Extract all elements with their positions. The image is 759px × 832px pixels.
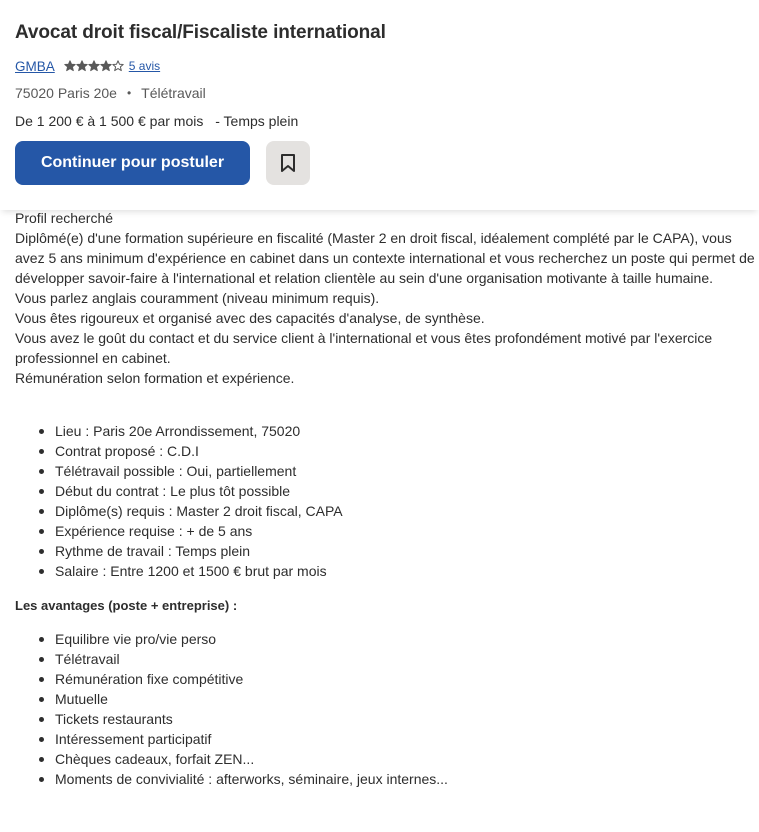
salary-range: De 1 200 € à 1 500 € par mois	[15, 113, 204, 129]
save-job-button[interactable]	[266, 141, 310, 185]
list-item: Diplôme(s) requis : Master 2 droit fiscal, CAPA	[39, 501, 755, 521]
job-location: 75020 Paris 20e	[15, 85, 117, 101]
details-list	[39, 421, 755, 581]
company-row	[15, 57, 160, 75]
company-link[interactable]: GMBA	[15, 58, 55, 74]
profile-section	[15, 208, 755, 388]
list-item: Rythme de travail : Temps plein	[39, 541, 755, 561]
star-filled-icon	[64, 60, 76, 72]
rating-stars	[64, 60, 124, 72]
star-filled-icon	[88, 60, 100, 72]
list-item: Intéressement participatif	[39, 729, 755, 749]
apply-button[interactable]: Continuer pour postuler	[15, 141, 250, 185]
list-item: Equilibre vie pro/vie perso	[39, 629, 755, 649]
job-description	[15, 208, 755, 789]
job-schedule: - Temps plein	[215, 113, 299, 129]
list-item: Contrat proposé : C.D.I	[39, 441, 755, 461]
star-empty-icon	[112, 60, 124, 72]
list-item: Moments de convivialité : afterworks, séminaire, jeux internes...	[39, 769, 755, 789]
list-item: Télétravail possible : Oui, partiellement	[39, 461, 755, 481]
list-item: Tickets restaurants	[39, 709, 755, 729]
paragraph: Vous êtes rigoureux et organisé avec des capacités d'analyse, de synthèse.	[15, 310, 485, 326]
paragraph: Vous parlez anglais couramment (niveau minimum requis).	[15, 290, 380, 306]
salary-row	[15, 113, 298, 129]
list-item: Télétravail	[39, 649, 755, 669]
paragraph: Rémunération selon formation et expérience.	[15, 370, 295, 386]
work-mode: Télétravail	[141, 85, 206, 101]
bookmark-icon	[279, 153, 297, 173]
paragraph: Profil recherché	[15, 210, 114, 226]
reviews-link[interactable]: 5 avis	[128, 59, 161, 73]
star-filled-icon	[76, 60, 88, 72]
list-item: Expérience requise : + de 5 ans	[39, 521, 755, 541]
list-item: Chèques cadeaux, forfait ZEN...	[39, 749, 755, 769]
advantages-title: Les avantages (poste + entreprise) :	[15, 598, 238, 613]
job-title: Avocat droit fiscal/Fiscaliste international	[15, 22, 386, 43]
list-item: Début du contrat : Le plus tôt possible	[39, 481, 755, 501]
job-header	[0, 0, 759, 210]
advantages-list	[39, 629, 755, 789]
list-item: Lieu : Paris 20e Arrondissement, 75020	[39, 421, 755, 441]
paragraph: Diplômé(e) d'une formation supérieure en fiscalité (Master 2 en droit fiscal, idéalement complété par le CAPA), vous avez 5 ans minimum d'expérience en cabinet dans un contexte international et vous recherchez un poste qui permet de développer savoir-faire à l'international et relation clientèle au sein d'une organisation motivante à taille humaine.	[15, 230, 755, 286]
list-item: Salaire : Entre 1200 et 1500 € brut par mois	[39, 561, 755, 581]
list-item: Rémunération fixe compétitive	[39, 669, 755, 689]
list-item: Mutuelle	[39, 689, 755, 709]
separator-dot: •	[126, 86, 132, 100]
spacer	[15, 388, 755, 421]
location-row	[15, 85, 206, 101]
paragraph: Vous avez le goût du contact et du service client à l'international et vous êtes profondément motivé par l'exercice professionnel en cabinet.	[15, 330, 713, 366]
star-filled-icon	[100, 60, 112, 72]
